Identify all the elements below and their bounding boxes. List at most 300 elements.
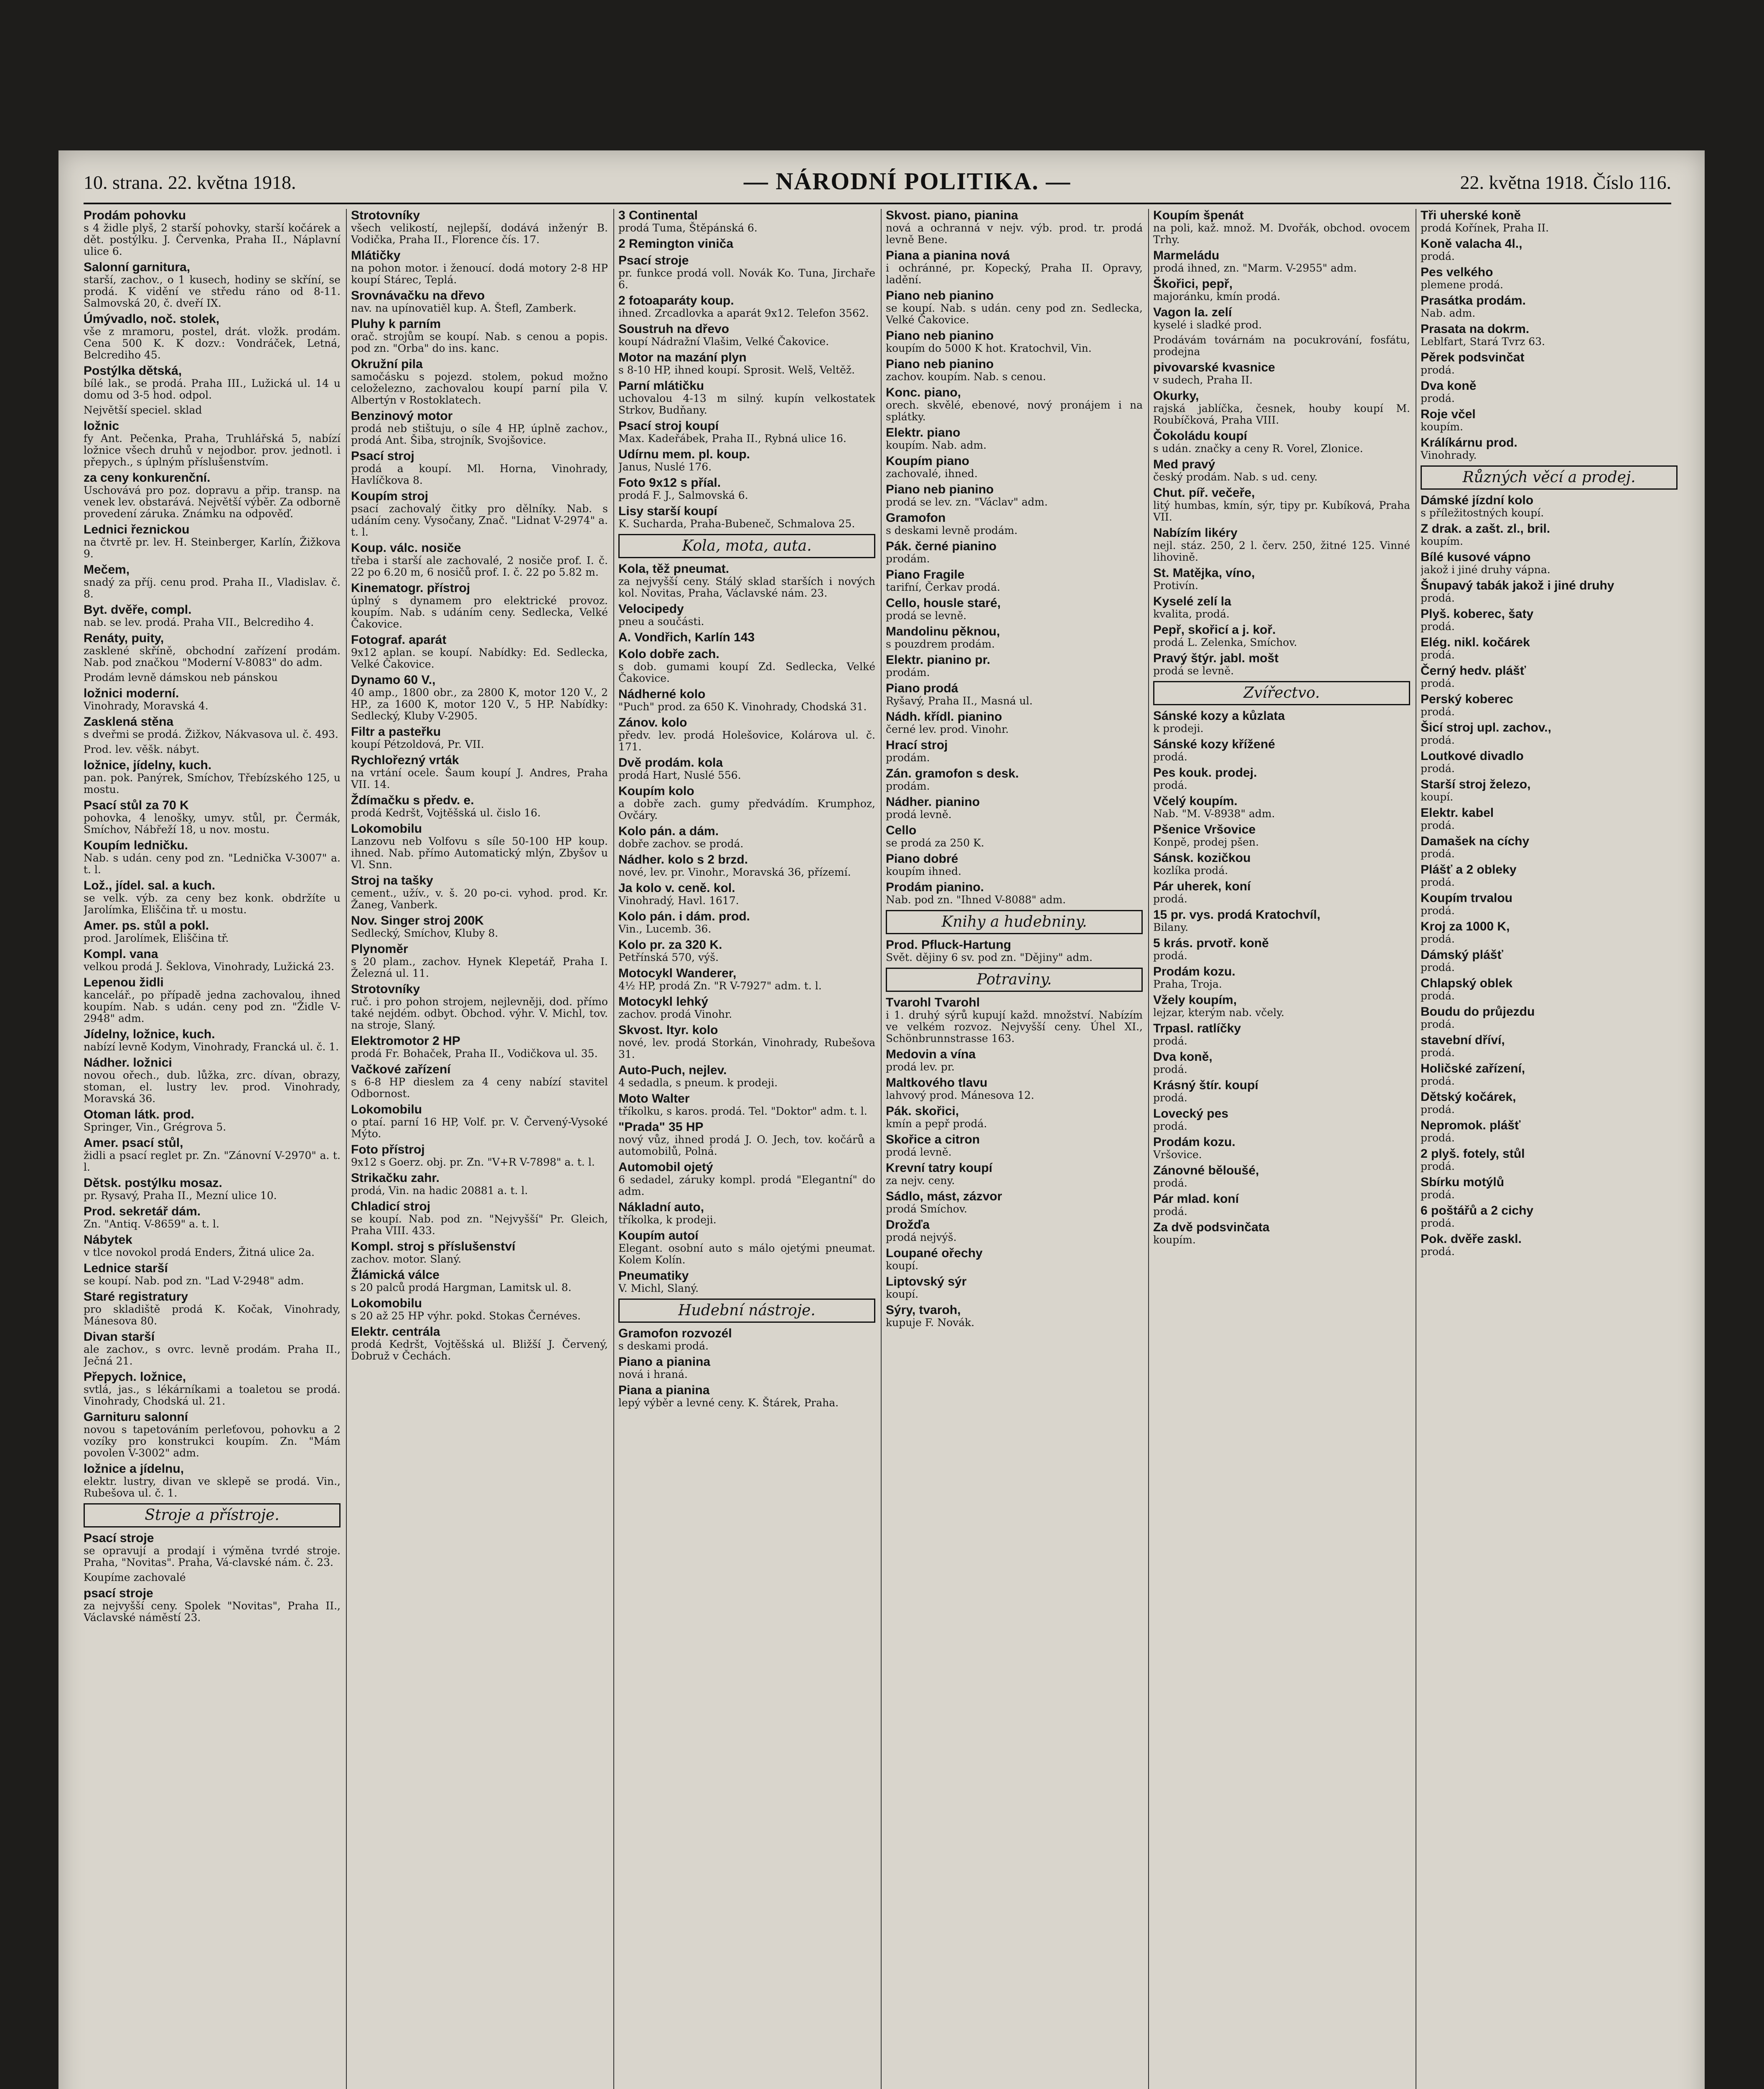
ad-title: Garnituru salonní xyxy=(84,1410,188,1424)
classified-ad xyxy=(1153,880,1410,905)
ad-title: Plášť a 2 obleky xyxy=(1421,863,1517,877)
ad-body: na poli, kaž. množ. M. Dvořák, obchod. ovocem Trhy. xyxy=(1153,222,1410,246)
classified-ad xyxy=(618,476,875,501)
ad-title: Prasata na dokrm. xyxy=(1421,322,1530,336)
classified-ad xyxy=(618,995,875,1020)
ad-title: "Prada" 35 HP xyxy=(618,1120,704,1134)
ad-body: nové, lev. pr. Vinohr., Moravská 36, přízemí. xyxy=(618,866,851,878)
classified-ad xyxy=(1153,277,1410,302)
ad-title: Strikačku zahr. xyxy=(351,1171,440,1185)
ad-title: Koupím autoí xyxy=(618,1229,699,1243)
ad-body: pan. pok. Panýrek, Smíchov, Třebízského 125, u mostu. xyxy=(84,772,341,795)
ad-title: Hrací stroj xyxy=(886,738,948,752)
ad-body: Nab. "M. V-8938" adm. xyxy=(1153,808,1275,820)
ad-title: Dětsk. postýlku mosaz. xyxy=(84,1176,222,1190)
ad-body: prodá F. J., Salmovská 6. xyxy=(618,489,748,501)
classified-ad xyxy=(886,249,1143,286)
ad-body: Vin., Lucemb. 36. xyxy=(618,923,712,935)
classified-ad xyxy=(1421,636,1678,661)
column-divider xyxy=(881,209,882,2089)
classified-ad xyxy=(84,839,341,876)
classified-ad xyxy=(618,562,875,599)
ad-body: prodá. xyxy=(1421,364,1455,376)
ad-title: Plynoměr xyxy=(351,942,408,956)
ad-body: koupí Pétzoldová, Pr. VII. xyxy=(351,738,484,750)
ad-body: orač. strojům se koupí. Nab. s cenou a popis. pod zn. "Orba" do ins. kanc. xyxy=(351,330,608,354)
ad-title: Nepromok. plášť xyxy=(1421,1118,1521,1132)
ad-body: koupím do 5000 K hot. Kratochvil, Vin. xyxy=(886,342,1092,354)
ad-title: Gramofon xyxy=(886,511,946,525)
ad-body: prod. Jarolímek, Eliščina tř. xyxy=(84,932,229,944)
ad-title: Renáty, puity, xyxy=(84,631,164,645)
classified-ad xyxy=(1421,1005,1678,1030)
ad-title: Prodám kozu. xyxy=(1153,1135,1235,1149)
ad-body: prodá Kořínek, Praha II. xyxy=(1421,222,1549,234)
ad-body: se opravují a prodají i výměna tvrdé stroje. Praha, "Novitas". Praha, Vá-clavské nám. č. 23. xyxy=(84,1545,341,1568)
ad-body: Janus, Nuslé 176. xyxy=(618,461,712,473)
classified-ad xyxy=(1153,1107,1410,1132)
ad-title: Ždímačku s předv. e. xyxy=(351,793,474,807)
ad-title: pivovarské kvasnice xyxy=(1153,361,1275,374)
ad-body: Prodám levně dámskou neb pánskou xyxy=(84,671,278,684)
classified-ad xyxy=(618,785,875,821)
ad-body: Prodávám továrnám na pocukrování, fosfátu, prodejna xyxy=(1153,334,1410,358)
ad-body: prodá Smíchov. xyxy=(886,1203,967,1215)
ad-title: Maltkového tlavu xyxy=(886,1076,988,1090)
ad-body: uchovalou 4-13 m silný. kupín velkostatek Strkov, Budňany. xyxy=(618,392,875,416)
classified-ad xyxy=(1421,607,1678,633)
classified-ad xyxy=(1421,266,1678,291)
ad-body: prodá. xyxy=(1421,1018,1455,1030)
classified-ad xyxy=(1153,908,1410,933)
classified-ad xyxy=(1153,429,1410,455)
classified-ad xyxy=(84,715,341,740)
ad-body: kmín a pepř prodá. xyxy=(886,1118,987,1130)
ad-body: o ptaí. parní 16 HP, Volf. pr. V. Červený-Vysoké Mýto. xyxy=(351,1116,608,1140)
ad-title: Liptovský sýr xyxy=(886,1275,967,1288)
ad-title: stavební dříví, xyxy=(1421,1033,1505,1047)
ad-body: tříkolku, s karos. prodá. Tel. "Doktor" adm. t. l. xyxy=(618,1105,867,1117)
classified-ad xyxy=(886,1133,1143,1158)
ad-body: 9x12 aplan. se koupí. Nabídky: Ed. Sedlecka, Velké Čakovice. xyxy=(351,646,608,670)
section-heading: Knihy a hudebniny. xyxy=(886,910,1143,934)
classified-ad xyxy=(618,323,875,348)
ad-title: Pes kouk. prodej. xyxy=(1153,766,1257,780)
classified-ad xyxy=(1421,1147,1678,1172)
ad-body: židli a psací reglet pr. Zn. "Zánovní V-2970" a. t. l. xyxy=(84,1149,341,1173)
classified-ad xyxy=(886,739,1143,764)
classified-ad xyxy=(618,419,875,445)
ad-title: Zánovné běloušé, xyxy=(1153,1164,1259,1177)
ad-title: 6 poštářů a 2 cichy xyxy=(1421,1204,1534,1217)
classified-ad xyxy=(618,648,875,684)
classified-ad xyxy=(886,682,1143,707)
ad-columns xyxy=(84,209,1675,2089)
ad-body: Lanzovu neb Volfovu s síle 50-100 HP koup. ihned. Nab. přímo Automatický mlýn, Zbyšov u Vl. Snn. xyxy=(351,835,608,871)
ad-title: Kolo dobře zach. xyxy=(618,647,719,661)
ad-title: 3 Continental xyxy=(618,209,698,222)
ad-title: Pák. černé pianino xyxy=(886,539,997,553)
ad-title: Cello xyxy=(886,823,917,837)
ad-body: prodá. xyxy=(1153,893,1187,905)
ad-title: Dětský kočárek, xyxy=(1421,1090,1516,1104)
classified-ad xyxy=(618,254,875,291)
classified-ad xyxy=(84,1410,341,1459)
ad-title: Lovecký pes xyxy=(1153,1107,1229,1121)
ad-body: lejzar, kterým nab. včely. xyxy=(1153,1006,1285,1019)
classified-ad xyxy=(84,919,341,944)
ad-title: Lokomobilu xyxy=(351,822,422,836)
ad-body: prodá. xyxy=(1421,1047,1455,1059)
classified-ad xyxy=(618,1201,875,1226)
ad-title: 2 fotoaparáty koup. xyxy=(618,294,734,308)
ad-title: Salonní garnitura, xyxy=(84,260,191,274)
ad-title: Nábytek xyxy=(84,1233,132,1247)
classified-ad xyxy=(351,249,608,286)
ad-body: 4½ HP, prodá Zn. "R V-7927" adm. t. l. xyxy=(618,980,822,992)
classified-ad xyxy=(84,799,341,836)
classified-ad xyxy=(84,687,341,712)
ad-title: Koupím špenát xyxy=(1153,209,1244,222)
classified-ad xyxy=(1153,738,1410,763)
ad-title: Skvost. ltyr. kolo xyxy=(618,1023,718,1037)
ad-title: Černý hedv. plášť xyxy=(1421,664,1526,678)
classified-ad xyxy=(351,318,608,354)
masthead: — NÁRODNÍ POLITIKA. — xyxy=(744,168,1071,195)
classified-ad xyxy=(618,448,875,473)
classified-ad xyxy=(1153,965,1410,990)
classified-ad xyxy=(1421,1204,1678,1229)
classified-ad xyxy=(351,358,608,406)
column-2 xyxy=(351,209,608,2089)
ad-body: i 1. druhý sýrů kupují každ. množství. Nabízím ve velkém rozvoz. Nejvyšší ceny. Úhel XI., Schönbrunnstrasse 163. xyxy=(886,1009,1143,1044)
ad-title: Přepych. ložnice, xyxy=(84,1370,186,1384)
ad-title: 5 krás. prvotř. koně xyxy=(1153,936,1269,950)
classified-ad xyxy=(351,754,608,790)
ad-title: Lokomobilu xyxy=(351,1103,422,1116)
ad-body: zachov. koupím. Nab. s cenou. xyxy=(886,371,1046,383)
classified-ad xyxy=(84,419,341,468)
ad-body: prodá. xyxy=(1153,1205,1187,1217)
ad-title: Elektromotor 2 HP xyxy=(351,1034,460,1048)
ad-title: Elég. nikl. kočárek xyxy=(1421,635,1530,649)
classified-ad xyxy=(886,540,1143,565)
ad-body: Max. Kadeřábek, Praha II., Rybná ulice 16. xyxy=(618,432,846,445)
ad-body: pro skladiště prodá K. Kočak, Vinohrady, Mánesova 80. xyxy=(84,1303,341,1327)
ad-body: prodá. xyxy=(1421,706,1455,718)
classified-ad xyxy=(618,688,875,713)
ad-title: Motocykl Wanderer, xyxy=(618,966,737,980)
ad-title: ložnic xyxy=(84,419,119,433)
ad-title: Lepenou židli xyxy=(84,976,164,989)
classified-ad xyxy=(1153,1079,1410,1104)
ad-title: Koupím stroj xyxy=(351,489,428,503)
classified-ad xyxy=(618,756,875,781)
classified-ad xyxy=(618,602,875,628)
classified-ad xyxy=(886,824,1143,849)
classified-ad xyxy=(1153,652,1410,677)
classified-ad xyxy=(84,1572,341,1583)
ad-body: lahvový prod. Mánesova 12. xyxy=(886,1089,1035,1101)
classified-ad xyxy=(351,1063,608,1100)
ad-title: Zasklená stěna xyxy=(84,715,174,729)
classified-ad xyxy=(84,632,341,668)
ad-title: Benzinový motor xyxy=(351,409,453,423)
ad-title: Lokomobilu xyxy=(351,1296,422,1310)
classified-ad xyxy=(84,1462,341,1499)
ad-title: Piano neb pianino xyxy=(886,483,994,496)
classified-ad xyxy=(886,852,1143,877)
ad-title: Foto přístroj xyxy=(351,1143,425,1156)
ad-title: Elektr. centrála xyxy=(351,1325,440,1339)
ad-title: Chlapský oblek xyxy=(1421,976,1513,990)
ad-title: Koupím piano xyxy=(886,454,969,468)
ad-title: Udírnu mem. pl. koup. xyxy=(618,447,750,461)
ad-title: Elektr. piano xyxy=(886,426,961,440)
ad-title: Krásný štír. koupí xyxy=(1153,1078,1258,1092)
classified-ad xyxy=(1421,806,1678,831)
ad-title: Piano a pianina xyxy=(618,1355,711,1369)
ad-body: prodá nejvýš. xyxy=(886,1231,957,1243)
ad-title: Dámský plášť xyxy=(1421,948,1503,962)
ad-title: Stroj na tašky xyxy=(351,874,433,887)
ad-body: s deskami prodá. xyxy=(618,1340,709,1352)
ad-body: prodá. xyxy=(1153,1120,1187,1132)
ad-body: K. Sucharda, Praha-Bubeneč, Schmalova 25. xyxy=(618,518,855,530)
ad-body: pr. Rysavý, Praha II., Mezní ulice 10. xyxy=(84,1189,277,1202)
ad-title: Elektr. kabel xyxy=(1421,806,1494,820)
ad-body: prodá a koupí. Ml. Horna, Vinohrady, Havlíčkova 8. xyxy=(351,463,608,486)
ad-body: nová a ochranná v nejv. výb. prod. tr. prodá levně Bene. xyxy=(886,222,1143,246)
ad-body: kvalita, prodá. xyxy=(1153,608,1230,620)
ad-body: Leblfart, Stará Tvrz 63. xyxy=(1421,335,1545,348)
classified-ad xyxy=(1421,778,1678,803)
ad-title: Lož., jídel. sal. a kuch. xyxy=(84,879,216,892)
ad-title: Nov. Singer stroj 200K xyxy=(351,914,484,928)
ad-body: prodá. xyxy=(1153,1035,1187,1047)
section-heading: Hudební nástroje. xyxy=(618,1299,875,1323)
ad-title: Med pravý xyxy=(1153,457,1215,471)
ad-body: na čtvrtě pr. lev. H. Steinberger, Karlín, Žižkova 9. xyxy=(84,536,341,560)
ad-title: Medovin a vína xyxy=(886,1047,976,1061)
ad-body: Praha, Troja. xyxy=(1153,978,1222,990)
ad-body: s 4 židle plyš, 2 starší pohovky, starší kočárek a dět. postýlku. J. Červenka, Praha II., Náplavní ulice 6. xyxy=(84,222,341,257)
classified-ad xyxy=(1421,379,1678,404)
ad-body: pr. funkce prodá voll. Novák Ko. Tuna, Jirchaře 6. xyxy=(618,267,875,291)
classified-ad xyxy=(1421,237,1678,262)
classified-ad xyxy=(618,631,875,644)
ad-body: s dob. gumami koupí Zd. Sedlecka, Velké Čakovice. xyxy=(618,661,875,684)
ad-body: Nab. adm. xyxy=(1421,307,1476,319)
ad-body: snadý za příj. cenu prod. Praha II., Vladislav. č. 8. xyxy=(84,576,341,600)
ad-title: Strotovníky xyxy=(351,209,420,222)
ad-title: Mandolinu pěknou, xyxy=(886,625,1000,638)
ad-title: Gramofon rozvozél xyxy=(618,1327,732,1340)
ad-title: Skvost. piano, pianina xyxy=(886,209,1018,222)
ad-body: prodá L. Zelenka, Smíchov. xyxy=(1153,636,1297,648)
classified-ad xyxy=(84,404,341,416)
ad-title: Kompl. vana xyxy=(84,947,158,961)
classified-ad xyxy=(886,455,1143,480)
ad-body: majoránku, kmín prodá. xyxy=(1153,290,1281,302)
classified-ad xyxy=(351,409,608,446)
ad-body: prodám. xyxy=(886,752,930,764)
classified-ad xyxy=(84,1330,341,1367)
ad-body: prodá se levně. xyxy=(1153,665,1234,677)
ad-body: Vinohrady, Moravská 4. xyxy=(84,700,208,712)
ad-title: Dva koně xyxy=(1421,379,1477,393)
ad-title: Konc. piano, xyxy=(886,386,961,399)
newspaper-page xyxy=(58,150,1705,2089)
ad-body: prodá levně. xyxy=(886,1146,952,1158)
ad-title: Sádlo, mást, zázvor xyxy=(886,1189,1002,1203)
ad-title: Trpasl. ratlíčky xyxy=(1153,1022,1241,1035)
ad-body: prodá. xyxy=(1421,1160,1455,1172)
ad-title: Lednici řeznickou xyxy=(84,523,190,536)
ad-title: Pár uherek, koní xyxy=(1153,879,1251,893)
ad-body: i ochránné, pr. Kopecký, Praha II. Opravy, ladění. xyxy=(886,262,1143,286)
ad-title: Nádher. kolo s 2 brzd. xyxy=(618,853,748,867)
ad-body: prodá Kedršt, Vojtěšská ul. Bližší J. Červený, Dobruž v Čechách. xyxy=(351,1338,608,1362)
ad-title: Mečem, xyxy=(84,563,130,577)
ad-title: 2 plyš. fotely, stůl xyxy=(1421,1147,1525,1161)
ad-title: Rychlořezný vrták xyxy=(351,753,459,767)
ad-title: St. Matějka, víno, xyxy=(1153,566,1255,580)
classified-ad xyxy=(886,426,1143,451)
ad-body: prodá se levně. xyxy=(886,610,967,622)
classified-ad xyxy=(1153,1136,1410,1161)
ad-body: kancelář., po případě jedna zachovalou, ihned koupím. Nab. s udán. ceny pod zn. "Židle V-2948" adm. xyxy=(84,989,341,1024)
ad-body: prodá. xyxy=(1421,933,1455,945)
classified-ad xyxy=(1153,851,1410,877)
ad-body: cement., užív., v. š. 20 po-ci. vyhod. prod. Kr. Žaneg, Vanberk. xyxy=(351,887,608,911)
ad-body: zasklené skříně, obchodní zařízení prodám. Nab. pod značkou "Moderní V-8083" do adm. xyxy=(84,645,341,668)
classified-ad xyxy=(1421,977,1678,1002)
classified-ad xyxy=(886,625,1143,650)
ad-title: Tři uherské koně xyxy=(1421,209,1521,222)
classified-ad xyxy=(351,1172,608,1197)
classified-ad xyxy=(84,1108,341,1133)
classified-ad xyxy=(1421,323,1678,348)
classified-ad xyxy=(84,1028,341,1053)
ad-body: v sudech, Praha II. xyxy=(1153,374,1253,386)
classified-ad xyxy=(84,976,341,1024)
ad-body: prodá. xyxy=(1421,876,1455,888)
ad-body: nové, lev. prodá Storkán, Vinohrady, Rubešova 31. xyxy=(618,1037,875,1060)
ad-body: Konpě, prodej pšen. xyxy=(1153,836,1259,848)
ad-body: koupím. xyxy=(1421,421,1463,433)
ad-title: Piana a pianina nová xyxy=(886,249,1010,262)
ad-body: Springer, Vin., Grégrova 5. xyxy=(84,1121,226,1133)
ad-body: za nejvyšší ceny. Spolek "Novitas", Praha II., Václavské náměstí 23. xyxy=(84,1600,341,1624)
ad-body: prodá. xyxy=(1153,1063,1187,1075)
ad-title: Automobil ojetý xyxy=(618,1160,713,1174)
ad-body: 40 amp., 1800 obr., za 2800 K, motor 120 V., 2 HP., za 1600 K, motor 120 V., 5 HP. Nabídky: Sedlecký, Kluby V-2905. xyxy=(351,686,608,722)
ad-body: třeba i starší ale zachovalé, 2 nosiče prof. I. č. 22 po 6.20 m, 6 nosičů prof. I. č. 22 po 5.82 m. xyxy=(351,554,608,578)
ad-body: se koupí. Nab. pod zn. "Nejvyšší" Pr. Gleich, Praha VIII. 433. xyxy=(351,1213,608,1237)
ad-title: Nádher. pianino xyxy=(886,795,980,809)
ad-body: Bilany. xyxy=(1153,921,1189,933)
ad-body: prodá neb stištuju, o síle 4 HP, úplně zachov., prodá Ant. Šiba, strojník, Svojšovice. xyxy=(351,422,608,446)
ad-body: nabízí levně Kodym, Vinohrady, Francká ul. č. 1. xyxy=(84,1041,339,1053)
classified-ad xyxy=(1153,1050,1410,1075)
ad-body: s 8-10 HP, ihned koupí. Sprosit. Welš, Veltěž. xyxy=(618,364,855,376)
ad-body: V. Michl, Slaný. xyxy=(618,1282,699,1294)
classified-ad xyxy=(886,996,1143,1044)
classified-ad xyxy=(618,237,875,251)
ad-title: Včelý koupím. xyxy=(1153,794,1238,808)
ad-body: psací zachovalý čitky pro dělníky. Nab. s udáním ceny. Vysočany, Znač. "Lidnat V-2974" a. t. l. xyxy=(351,503,608,538)
ad-body: k prodeji. xyxy=(1153,722,1204,734)
classified-ad xyxy=(886,1048,1143,1073)
classified-ad xyxy=(1421,579,1678,604)
classified-ad xyxy=(886,483,1143,508)
classified-ad xyxy=(84,1532,341,1568)
ad-title: Úmývadlo, noč. stolek, xyxy=(84,312,220,326)
ad-title: Zánov. kolo xyxy=(618,716,687,729)
classified-ad xyxy=(84,209,341,257)
ad-title: Dámské jízdní kolo xyxy=(1421,493,1534,507)
ad-title: Amer. ps. stůl a pokl. xyxy=(84,919,209,933)
ad-title: za ceny konkurenční. xyxy=(84,471,211,485)
ad-body: za nejvyšší ceny. Stálý sklad starších i nových kol. Novitas, Praha, Václavské nám. 23. xyxy=(618,575,875,599)
ad-body: koupí Nádražní Vlašim, Velké Čakovice. xyxy=(618,335,829,348)
ad-body: vše z mramoru, postel, drát. vložk. prodám. Cena 500 K. K dozv.: Vondráček, Letná, Belcrediho 45. xyxy=(84,325,341,361)
ad-title: Jídelny, ložnice, kuch. xyxy=(84,1027,215,1041)
classified-ad xyxy=(84,1290,341,1327)
classified-ad xyxy=(886,329,1143,354)
header-right: 22. května 1918. Číslo 116. xyxy=(1460,172,1671,193)
ad-body: prodá. xyxy=(1421,1075,1455,1087)
ad-body: s 6-8 HP dieslem za 4 ceny nabízí stavitel Odbornost. xyxy=(351,1076,608,1100)
ad-title: Motor na mazání plyn xyxy=(618,351,747,364)
ad-body: s deskami levně prodám. xyxy=(886,524,1018,536)
ad-title: Postýlka dětská, xyxy=(84,364,182,378)
section-heading: Zvířectvo. xyxy=(1153,681,1410,705)
ad-body: koupím. xyxy=(1153,1234,1196,1246)
ad-title: psací stroje xyxy=(84,1586,153,1600)
ad-title: Pneumatiky xyxy=(618,1269,689,1283)
ad-title: Koupím trvalou xyxy=(1421,891,1513,905)
ad-body: 9x12 s Goerz. obj. pr. Zn. "V+R V-7898" a. t. l. xyxy=(351,1156,595,1168)
classified-ad xyxy=(886,1190,1143,1215)
ad-body: Vinohrady. xyxy=(1421,449,1477,461)
ad-body: pohovka, 4 lenošky, umyv. stůl, pr. Čermák, Smíchov, Nábřeží 18, u nov. mostu. xyxy=(84,812,341,836)
classified-ad xyxy=(351,794,608,819)
classified-ad xyxy=(886,289,1143,326)
classified-ad xyxy=(1421,1119,1678,1144)
ad-title: Piano neb pianino xyxy=(886,357,994,371)
ad-title: Drožďa xyxy=(886,1218,930,1232)
ad-title: Pes velkého xyxy=(1421,265,1493,279)
ad-body: prodá Fr. Bohaček, Praha II., Vodičkova ul. 35. xyxy=(351,1047,598,1060)
ad-title: ložnici moderní. xyxy=(84,686,179,700)
classified-ad xyxy=(618,505,875,530)
classified-ad xyxy=(886,1105,1143,1130)
ad-body: český prodám. Nab. s ud. ceny. xyxy=(1153,471,1318,483)
ad-title: Byt. dvěře, compl. xyxy=(84,603,192,617)
classified-ad xyxy=(1153,458,1410,483)
classified-ad xyxy=(84,1262,341,1287)
ad-title: Sýry, tvaroh, xyxy=(886,1303,961,1317)
ad-body: nový vůz, ihned prodá J. O. Jech, tov. kočárů a automobilů, Polná. xyxy=(618,1133,875,1157)
ad-body: rajská jablíčka, česnek, houby koupí M. Roubíčková, Praha VIII. xyxy=(1153,402,1410,426)
ad-body: Zn. "Antiq. V-8659" a. t. l. xyxy=(84,1218,219,1230)
ad-title: Dvě prodám. kola xyxy=(618,756,723,770)
classified-ad xyxy=(1421,1034,1678,1059)
classified-ad xyxy=(618,967,875,992)
ad-body: zachovalé, ihned. xyxy=(886,468,978,480)
